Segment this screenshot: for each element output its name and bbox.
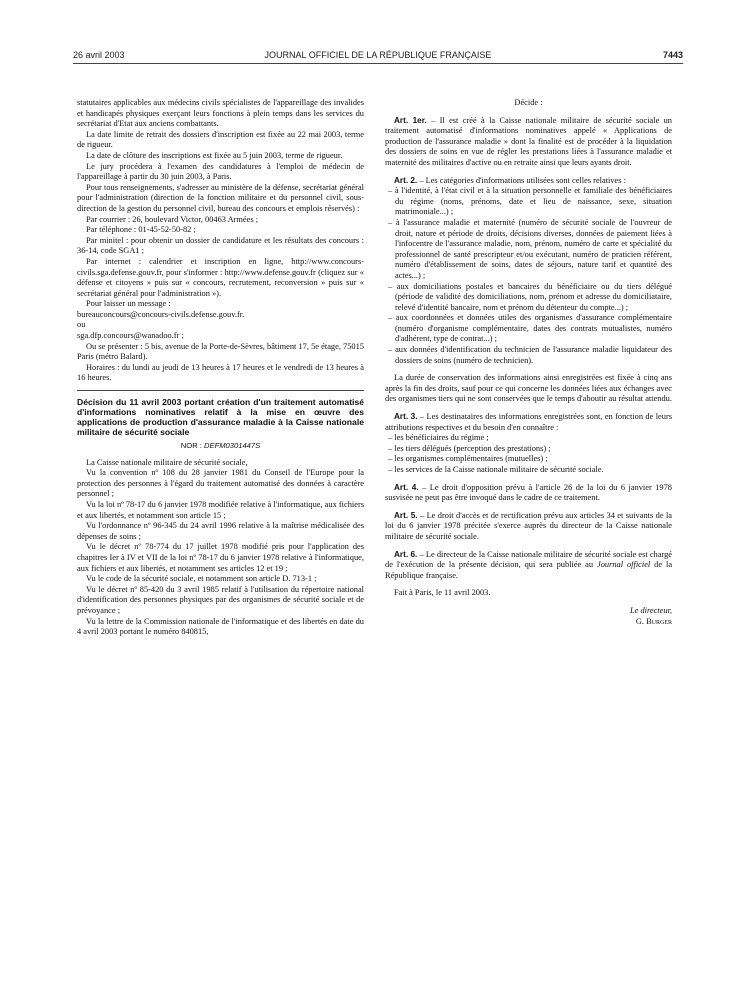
paragraph: Pour laisser un message : xyxy=(86,299,171,309)
paragraph: Horaires : du lundi au jeudi de 13 heures à 17 heures et le vendredi de 13 heures à 16 heures. xyxy=(77,362,364,383)
preamble-line: Vu le code de la sécurité sociale, et notamment son article D. 713-1 ; xyxy=(86,574,317,584)
list-item: – à l'identité, à l'état civil et à la situation personnelle et familiale des bénéficiaires du régime (noms, prénoms, date et lieu de naissance, sexe, situation matrimoniale...) ; xyxy=(385,186,672,218)
article-3: Art. 3. – Les destinataires des informations enregistrées sont, en fonction de leurs attributions respectives et du besoin d'en connaître : xyxy=(385,412,673,432)
article-4: Art. 4. – Le droit d'opposition prévu à l'article 26 de la loi du 6 janvier 1978 susvisée ne peut pas être invoqué dans le cadre de ce traitement. xyxy=(385,482,672,503)
left-column xyxy=(77,98,364,638)
article-3-text: Les destinataires des informations enregistrées sont, en fonction de leurs attributions respectives et du besoin d'en connaître : xyxy=(385,412,673,432)
preamble-line: Vu la lettre de la Commission nationale de l'informatique et des libertés en date du 4 avril 2003 portant le numéro 840815, xyxy=(77,616,364,637)
article-1-label: Art. 1er. xyxy=(394,115,427,125)
nor-reference xyxy=(77,441,364,452)
paragraph: Par courrier : 26, boulevard Victor, 00463 Armées ; xyxy=(86,214,259,224)
article-3-list xyxy=(385,433,672,475)
page-header xyxy=(73,50,683,62)
article-1-text: Il est créé à la Caisse nationale militaire de sécurité sociale un traitement automatisé d'informations nominatives appelé « Applications de production de l'assurance maladie » dont la finalité est de procéder à la liquidation des dossiers de soins en vue de régler les prestations liées à l'assurance maladie et maternité des militaires d'active ou en retraite ainsi que leurs ayants droit. xyxy=(385,115,672,167)
article-2-text: Les catégories d'informations utilisées sont celles relatives : xyxy=(425,175,626,185)
preamble-line: Vu la convention nº 108 du 28 janvier 1981 du Conseil de l'Europe pour la protection des personnes à l'égard du traitement automatisé des données à caractère personnel ; xyxy=(77,468,364,499)
list-item: – aux données d'identification du technicien de l'assurance maladie liquidateur des dossiers de soins (numéro de technicien). xyxy=(385,345,672,366)
list-item: – aux domiciliations postales et bancaires du bénéficiaire ou du tiers délégué (période de validité des domiciliations, nom, prénom et adresse du domiciliataire, relevé d'identité bancaire, nom et prénom du détenteur du compte...) ; xyxy=(385,282,672,314)
preamble-line: Vu la loi nº 78-17 du 6 janvier 1978 modifiée relative à l'informatique, aux fichiers et aux libertés, et notamment son article 15 ; xyxy=(77,500,364,520)
paragraph: Pour tous renseignements, s'adresser au ministère de la défense, secrétariat général pour l'administration (direction de la fonction militaire et du personnel civil, sous-direction de la gestion du personnel civil, bureau des concours et emplois réservés) : xyxy=(77,182,364,213)
article-6-text: Le directeur de la Caisse nationale militaire de sécurité sociale est chargé de l'exécution de la présente décision, qui sera publiée au xyxy=(385,549,672,570)
signatory-name xyxy=(385,617,672,628)
signatory-name-text: G. Burger xyxy=(635,616,672,626)
article-6-text-end: de la République française. xyxy=(385,560,673,580)
list-item: – les organismes complémentaires (mutuelles) ; xyxy=(385,454,672,465)
nor-code: DEFM0301447S xyxy=(204,441,261,451)
paragraph: Le jury procédera à l'examen des candidatures à l'emploi de médecin de l'appareillage à partir du 30 juin 2003, à Paris. xyxy=(77,161,364,182)
page-number: 7443 xyxy=(662,50,683,60)
right-column xyxy=(385,98,672,627)
article-6: Art. 6. – Le directeur de la Caisse nationale militaire de sécurité sociale est chargé de l'exécution de la présente décision, qui sera publiée au Journal officiel de la République française. xyxy=(385,549,673,580)
article-4-text: Le droit d'opposition prévu à l'article 26 de la loi du 6 janvier 1978 susvisée ne peut pas être invoqué dans le cadre de ce traitement. xyxy=(385,482,672,503)
retention-paragraph: La durée de conservation des informations ainsi enregistrées est fixée à cinq ans après la fin des droits, sauf pour ce qui concerne les données liées aux échanges avec des organismes tiers qui ne sont conservées que le temps d'aboutir au résultat attendu. xyxy=(385,373,672,404)
article-3-label: Art. 3. xyxy=(394,412,418,422)
paragraph: Par téléphone : 01-45-52-50-82 ; xyxy=(86,225,196,235)
contact-email-2: sga.dfp.concours@wanadoo.fr ; xyxy=(77,331,184,341)
list-item: – les services de la Caisse nationale militaire de sécurité sociale. xyxy=(385,465,672,476)
signatory-title-text: Le directeur, xyxy=(629,605,672,615)
header-rule xyxy=(73,63,683,64)
decision-title: Décision du 11 avril 2003 portant création d'un traitement automatisé d'informations nominatives relatif à la mise en œuvre des applications de production d'assurance maladie à la Caisse nationale militaire de sécurité sociale xyxy=(77,397,364,438)
paragraph: La date de clôture des inscriptions est fixée au 5 juin 2003, terme de rigueur. xyxy=(86,150,343,160)
list-item: – les bénéficiaires du régime ; xyxy=(385,433,672,444)
paragraph: La date limite de retrait des dossiers d'inscription est fixée au 22 mai 2003, terme de rigueur. xyxy=(77,129,364,150)
journal-title: JOURNAL OFFICIEL DE LA RÉPUBLIQUE FRANÇAISE xyxy=(264,50,492,60)
paragraph: Par minitel : pour obtenir un dossier de candidature et les résultats des concours : 36-14, code SGA1 ; xyxy=(77,235,364,256)
article-5-label: Art. 5. xyxy=(394,510,418,520)
article-4-label: Art. 4. xyxy=(394,482,419,492)
article-2: Art. 2. – Les catégories d'informations utilisées sont celles relatives : xyxy=(394,175,626,185)
header-date: 26 avril 2003 xyxy=(73,50,125,60)
signatory-title xyxy=(385,606,672,617)
preamble-line: Vu le décret nº 78-774 du 17 juillet 1978 modifié pris pour l'application des chapitres Ier à IV et VII de la loi nº 78-17 du 6 janvier 1978 relative à l'informatique, aux fichiers et aux libertés, et notamment ses articles 12 et 19 ; xyxy=(77,542,364,573)
decide-heading: Décide : xyxy=(514,98,543,107)
paragraph: Par internet : calendrier et inscription en ligne, http://www.concours-civils.sga.defense.gouv.fr, pour s'informer : http://www.defense.gouv.fr (cliquez sur « défense et citoyens » puis sur « concours, recrutement, reconversion » puis sur « secrétariat général pour l'administration »). xyxy=(77,256,364,298)
article-1: Art. 1er. – Il est créé à la Caisse nationale militaire de sécurité sociale un traitement automatisé d'informations nominatives appelé « Applications de production de l'assurance maladie » dont la finalité est de procéder à la liquidation des dossiers de soins en vue de régler les prestations liées à l'assurance maladie et maternité des militaires d'active ou en retraite ainsi que leurs ayants droit. xyxy=(385,115,672,167)
article-6-label: Art. 6. xyxy=(394,549,418,559)
list-item: – les tiers délégués (perception des prestations) ; xyxy=(385,444,672,455)
journal-name: Journal officiel xyxy=(597,560,651,570)
paragraph: Ou se présenter : 5 bis, avenue de la Porte-de-Sèvres, bâtiment 17, 5e étage, 75015 Paris (métro Balard). xyxy=(77,341,364,362)
preamble-line: La Caisse nationale militaire de sécurité sociale, xyxy=(86,457,248,467)
list-item: – à l'assurance maladie et maternité (numéro de sécurité sociale de l'ouvreur de droit, nature et période de droits, décisions diverses, données de paiement liées à l'infocentre de l'assurance maladie, nom, prénom, numéro de carte et spécialité du professionnel de santé prescripteur et/ou exécutant, numéro de praticien référent, numéro d'établissement de soins, dates de séjours, nature tarif et quantité des actes...) ; xyxy=(385,218,672,282)
list-item: – aux coordonnées et données utiles des organismes d'assurance complémentaire (numéro d'organisme complémentaire, dates des contrats mutualistes, numéro d'adhérent, type de contrat...) ; xyxy=(385,313,672,345)
preamble-line: Vu le décret nº 85-420 du 3 avril 1985 relatif à l'utilisation du répertoire national d'identification des personnes physiques par des organismes de sécurité sociale et de prévoyance ; xyxy=(77,584,364,615)
contact-email-1: bureauconcours@concours-civils.defense.gouv.fr. xyxy=(77,309,245,319)
article-5: Art. 5. – Le droit d'accès et de rectification prévu aux articles 34 et suivants de la loi du 6 janvier 1978 précitée s'exerce auprès du directeur de la Caisse nationale militaire de sécurité sociale. xyxy=(385,510,672,541)
section-divider xyxy=(77,390,364,391)
preamble-line: Vu l'ordonnance nº 96-345 du 24 avril 1996 relative à la maîtrise médicalisée des dépenses de soins ; xyxy=(77,521,364,541)
nor-label: NOR : xyxy=(180,441,202,451)
paragraph: statutaires applicables aux médecins civils spécialistes de l'appareillage des invalides et handicapés physiques exerçant leurs fonctions à plein temps dans les services du secrétariat d'Etat aux anciens combattants. xyxy=(77,98,364,129)
done-at: Fait à Paris, le 11 avril 2003. xyxy=(394,588,491,598)
article-2-label: Art. 2. xyxy=(394,175,418,185)
contact-or: ou xyxy=(77,320,86,330)
article-5-text: Le droit d'accès et de rectification prévu aux articles 34 et suivants de la loi du 6 janvier 1978 précitée s'exerce auprès du directeur de la Caisse nationale militaire de sécurité sociale. xyxy=(385,510,672,541)
article-2-list xyxy=(385,186,672,366)
